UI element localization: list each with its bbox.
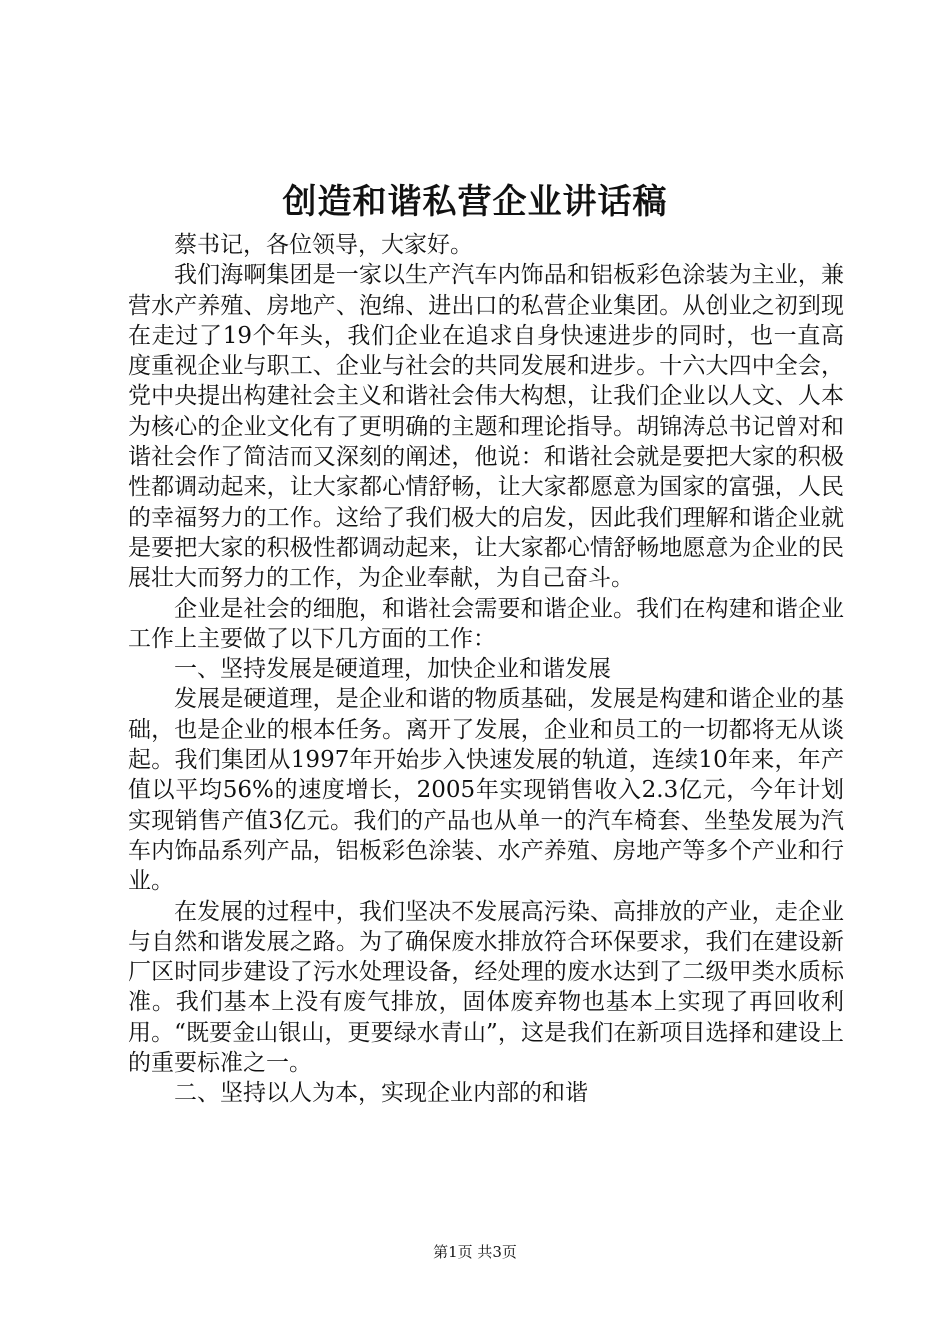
overview-paragraph: 企业是社会的细胞，和谐社会需要和谐企业。我们在构建和谐企业工作上主要做了以下几方面的工作： [128,595,844,652]
intro-paragraph: 我们海啊集团是一家以生产汽车内饰品和铝板彩色涂装为主业，兼营水产养殖、房地产、泡绵、进出口的私营企业集团。从创业之初到现在走过了19个年头，我们企业在追求自身快速进步的同时，也一直高度重视企业与职工、企业与社会的共同发展和进步。十六大四中全会，党中央提出构建社会主义和谐社会伟大构想，让我们企业以人文、人本为核心的企业文化有了更明确的主题和理论指导。胡锦涛总书记曾对和谐社会作了简洁而又深刻的阐述，他说：和谐社会就是要把大家的积极性都调动起来，让大家都心情舒畅，让大家都愿意为国家的富强，人民的幸福努力的工作。这给了我们极大的启发，因此我们理解和谐企业就是要把大家的积极性都调动起来，让大家都心情舒畅地愿意为企业的民展壮大而努力的工作，为企业奉献，为自己奋斗。 [128,262,844,592]
section-heading-1: 一、坚持发展是硬道理，加快企业和谐发展 [174,656,611,683]
development-paragraph: 发展是硬道理，是企业和谐的物质基础，发展是构建和谐企业的基础，也是企业的根本任务。离开了发展，企业和员工的一切都将无从谈起。我们集团从1997年开始步入快速发展的轨道，连续10年来，年产值以平均56%的速度增长，2005年实现销售收入2.3亿元，今年计划实现销售产值3亿元。我们的产品也从单一的汽车椅套、坐垫发展为汽车内饰品系列产品，铝板彩色涂装、水产养殖、房地产等多个产业和行业。 [128,686,844,895]
environment-paragraph: 在发展的过程中，我们坚决不发展高污染、高排放的产业，走企业与自然和谐发展之路。为了确保废水排放符合环保要求，我们在建设新厂区时同步建设了污水处理设备，经处理的废水达到了二级甲类水质标准。我们基本上没有废气排放，固体废弃物也基本上实现了再回收利用。“既要金山银山，更要绿水青山”，这是我们在新项目选择和建设上的重要标准之一。 [128,898,844,1077]
section-heading-2: 二、坚持以人为本，实现企业内部的和谐 [174,1080,588,1107]
document-title: 创造和谐私营企业讲话稿 [282,182,668,222]
greeting-paragraph: 蔡书记，各位领导，大家好。 [174,232,473,258]
document-body [128,230,844,1109]
page-number-footer: 第1页 共3页 [433,1243,517,1261]
